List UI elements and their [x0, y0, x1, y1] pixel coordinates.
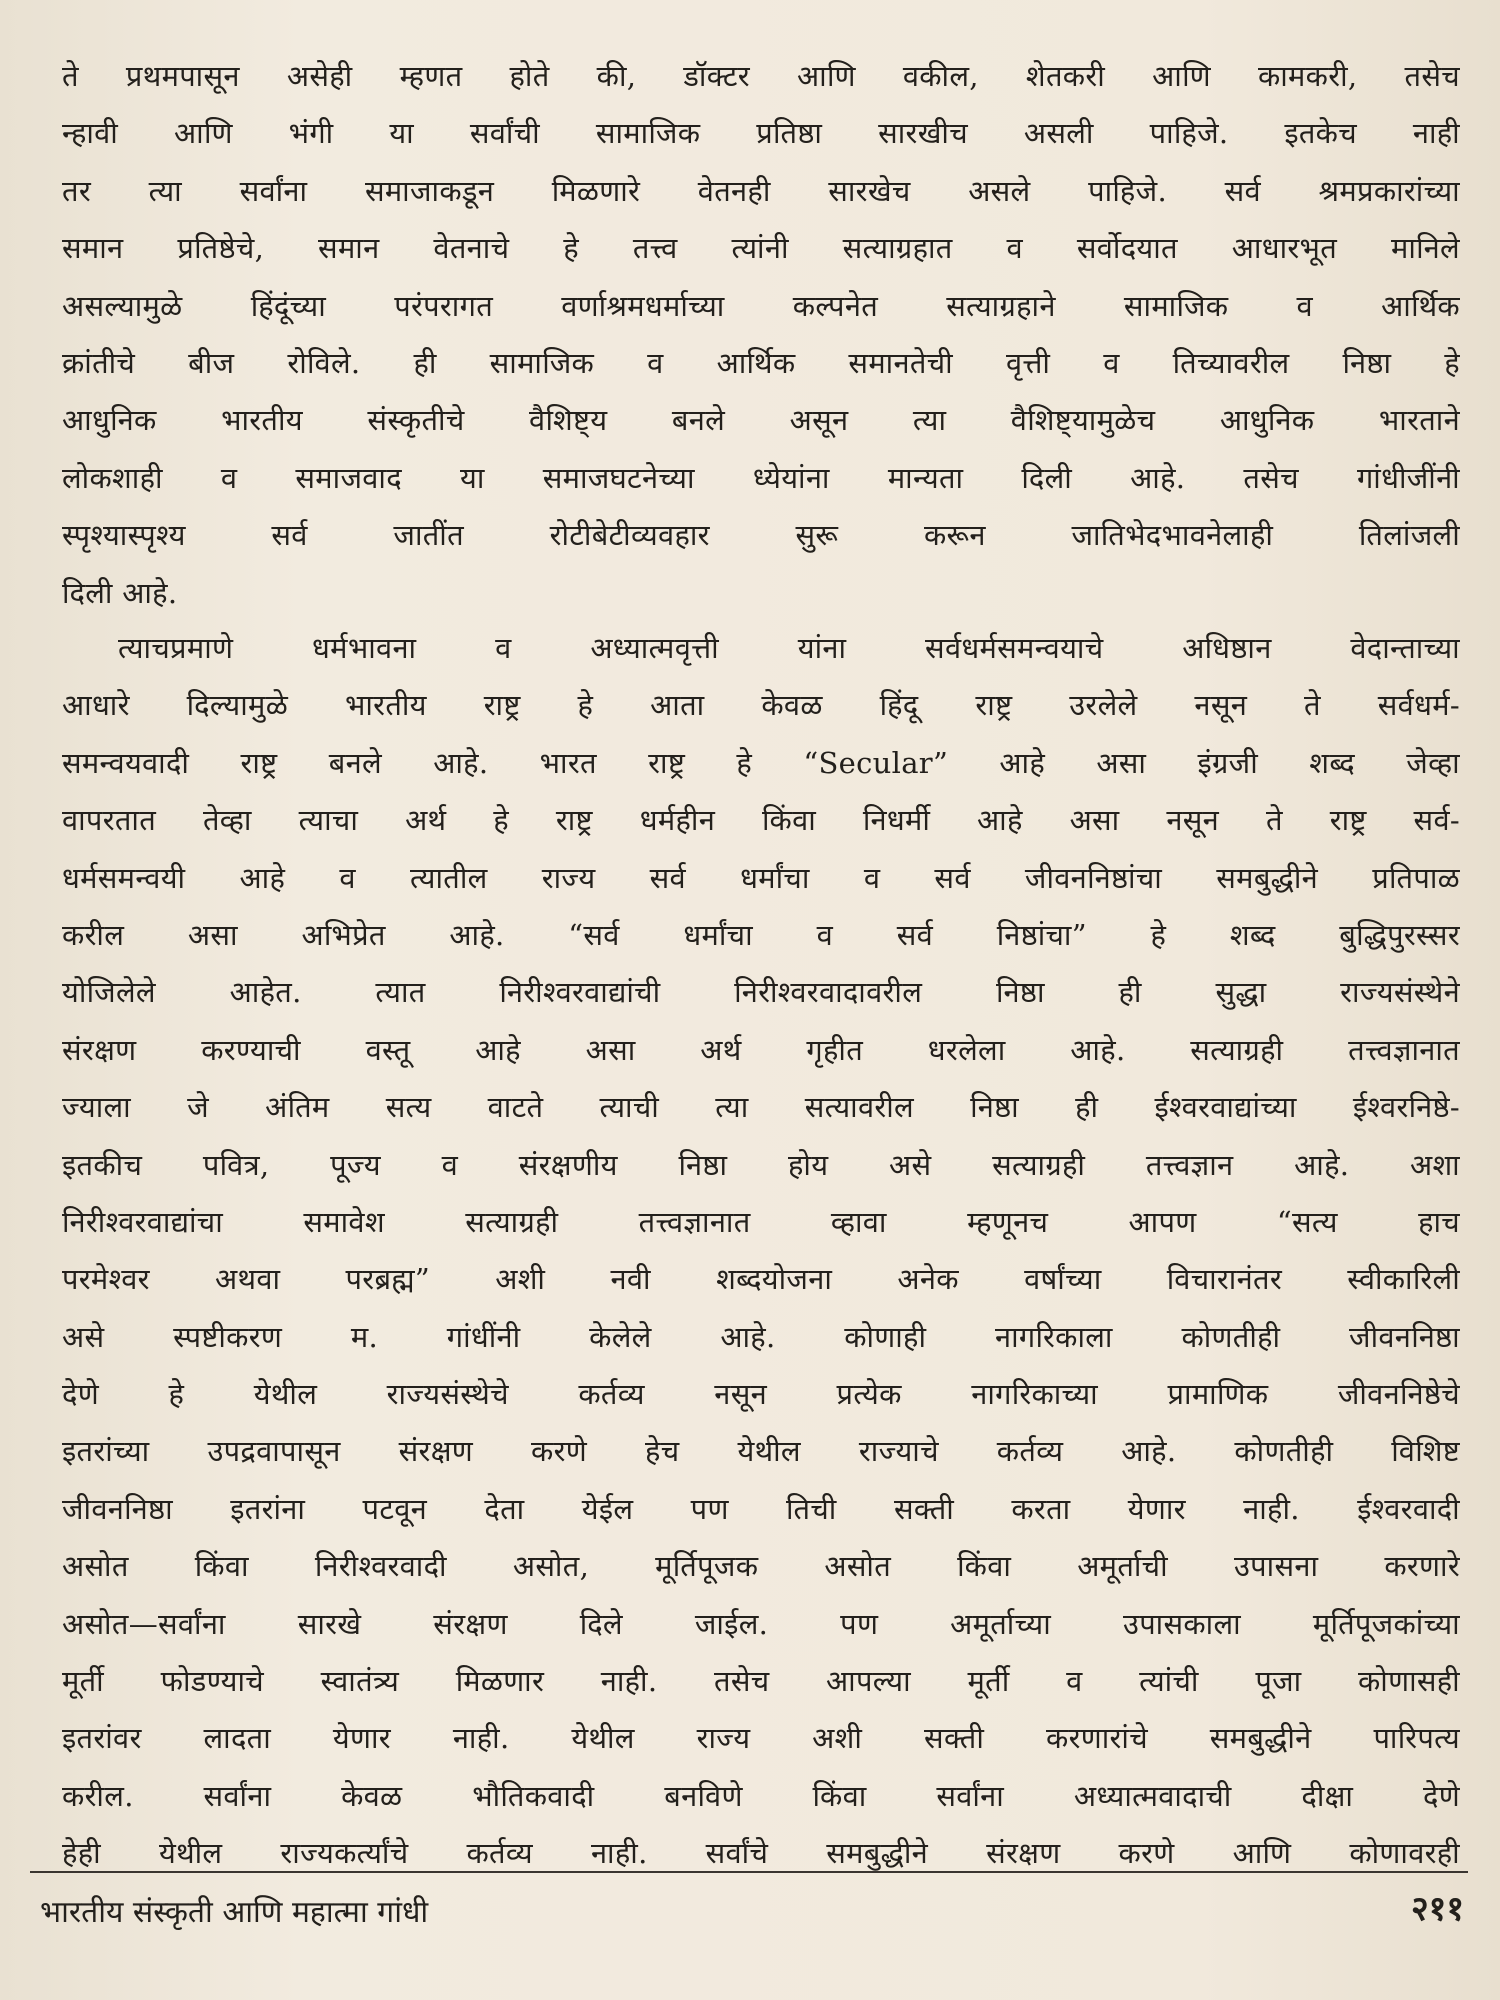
paragraph-line: देणे हे येथील राज्यसंस्थेचे कर्तव्य नसून प्रत्येक नागरिकाच्या प्रामाणिक जीवननिष्ठेचे [62, 1377, 1460, 1412]
paragraph-line: त्याचप्रमाणे धर्मभावना व अध्यात्मवृत्ती यांना सर्वधर्मसमन्वयाचे अधिष्ठान वेदान्ताच्या [118, 631, 1460, 665]
page-number: २११ [1410, 1889, 1464, 1929]
paragraph-line: संरक्षण करण्याची वस्तू आहे असा अर्थ गृहीत धरलेला आहे. सत्याग्रही तत्त्वज्ञानात [62, 1032, 1460, 1067]
paragraph-line: इतरांवर लादता येणार नाही. येथील राज्य अशी सक्ती करणारांचे समबुद्धीने पारिपत्य [62, 1721, 1460, 1756]
paragraph-line: ज्याला जे अंतिम सत्य वाटते त्याची त्या सत्यावरील निष्ठा ही ईश्वरवाद्यांच्या ईश्वरनिष्ठे- [62, 1090, 1460, 1125]
paragraph-line: इतरांच्या उपद्रवापासून संरक्षण करणे हेच येथील राज्याचे कर्तव्य आहे. कोणतीही विशिष्ट [62, 1434, 1460, 1469]
paragraph-line: करील असा अभिप्रेत आहे. “सर्व धर्मांचा व सर्व निष्ठांचा” हे शब्द बुद्धिपुरस्सर [62, 917, 1460, 952]
paragraph-line: इतकीच पवित्र, पूज्य व संरक्षणीय निष्ठा होय असे सत्याग्रही तत्त्वज्ञान आहे. अशा [62, 1147, 1460, 1182]
paragraph-line: असे स्पष्टीकरण म. गांधींनी केलेले आहे. कोणाही नागरिकाला कोणतीही जीवननिष्ठा [62, 1319, 1460, 1354]
paragraph-1 [62, 48, 1460, 622]
paragraph-line: जीवननिष्ठा इतरांना पटवून देता येईल पण तिची सक्ती करता येणार नाही. ईश्वरवादी [62, 1491, 1460, 1526]
paragraph-line: परमेश्वर अथवा परब्रह्म” अशी नवी शब्दयोजना अनेक वर्षांच्या विचारानंतर स्वीकारिली [62, 1262, 1460, 1297]
paragraph-line: स्पृश्यास्पृश्य सर्व जातींत रोटीबेटीव्यवहार सुरू करून जातिभेदभावनेलाही तिलांजली [62, 518, 1460, 553]
paragraph-line: क्रांतीचे बीज रोविले. ही सामाजिक व आर्थिक समानतेची वृत्ती व तिच्यावरील निष्ठा हे [62, 345, 1460, 380]
paragraph-line: असल्यामुळे हिंदूंच्या परंपरागत वर्णाश्रमधर्माच्या कल्पनेत सत्याग्रहाने सामाजिक व आर्थिक [62, 288, 1460, 323]
paragraph-line: वापरतात तेव्हा त्याचा अर्थ हे राष्ट्र धर्महीन किंवा निधर्मी आहे असा नसून ते राष्ट्र सर्व- [62, 803, 1460, 838]
paragraph-line: योजिलेले आहेत. त्यात निरीश्वरवाद्यांची निरीश्वरवादावरील निष्ठा ही सुद्धा राज्यसंस्थेने [62, 975, 1460, 1010]
footer-divider [30, 1871, 1468, 1873]
paragraph-line: असोत—सर्वांना सारखे संरक्षण दिले जाईल. पण अमूर्ताच्या उपासकाला मूर्तिपूजकांच्या [62, 1606, 1460, 1641]
paragraph-line: हेही येथील राज्यकर्त्यांचे कर्तव्य नाही. सर्वांचे समबुद्धीने संरक्षण करणे आणि कोणावरही [62, 1836, 1460, 1871]
paragraph-line: न्हावी आणि भंगी या सर्वांची सामाजिक प्रतिष्ठा सारखीच असली पाहिजे. इतकेच नाही [62, 116, 1460, 151]
paragraph-line: करील. सर्वांना केवळ भौतिकवादी बनविणे किंवा सर्वांना अध्यात्मवादाची दीक्षा देणे [62, 1778, 1460, 1813]
paragraph-2 [62, 620, 1460, 1883]
paragraph-line: आधारे दिल्यामुळे भारतीय राष्ट्र हे आता केवळ हिंदू राष्ट्र उरलेले नसून ते सर्वधर्म- [62, 688, 1460, 723]
paragraph-line: समन्वयवादी राष्ट्र बनले आहे. भारत राष्ट्र हे “Secular” आहे असा इंग्रजी शब्द जेव्हा [62, 745, 1460, 780]
paragraph-line: धर्मसमन्वयी आहे व त्यातील राज्य सर्व धर्मांचा व सर्व जीवननिष्ठांचा समबुद्धीने प्रतिपाळ [62, 860, 1460, 895]
paragraph-line: समान प्रतिष्ठेचे, समान वेतनाचे हे तत्त्व त्यांनी सत्याग्रहात व सर्वोदयात आधारभूत मानिले [62, 231, 1460, 266]
paragraph-line: निरीश्वरवाद्यांचा समावेश सत्याग्रही तत्त्वज्ञानात व्हावा म्हणूनच आपण “सत्य हाच [62, 1204, 1460, 1239]
paragraph-line: आधुनिक भारतीय संस्कृतीचे वैशिष्ट्य बनले असून त्या वैशिष्ट्यामुळेच आधुनिक भारताने [62, 403, 1460, 438]
paragraph-line: लोकशाही व समाजवाद या समाजघटनेच्या ध्येयांना मान्यता दिली आहे. तसेच गांधीजींनी [62, 460, 1460, 495]
paragraph-line: असोत किंवा निरीश्वरवादी असोत, मूर्तिपूजक असोत किंवा अमूर्ताची उपासना करणारे [62, 1549, 1460, 1584]
paragraph-line: तर त्या सर्वांना समाजाकडून मिळणारे वेतनही सारखेच असले पाहिजे. सर्व श्रमप्रकारांच्या [62, 173, 1460, 208]
paragraph-line: मूर्ती फोडण्याचे स्वातंत्र्य मिळणार नाही. तसेच आपल्या मूर्ती व त्यांची पूजा कोणासही [62, 1664, 1460, 1699]
paragraph-line: ते प्रथमपासून असेही म्हणत होते की, डॉक्टर आणि वकील, शेतकरी आणि कामकरी, तसेच [62, 59, 1460, 93]
paragraph-line: दिली आहे. [62, 575, 178, 610]
footer-book-title: भारतीय संस्कृती आणि महात्मा गांधी [40, 1895, 429, 1930]
